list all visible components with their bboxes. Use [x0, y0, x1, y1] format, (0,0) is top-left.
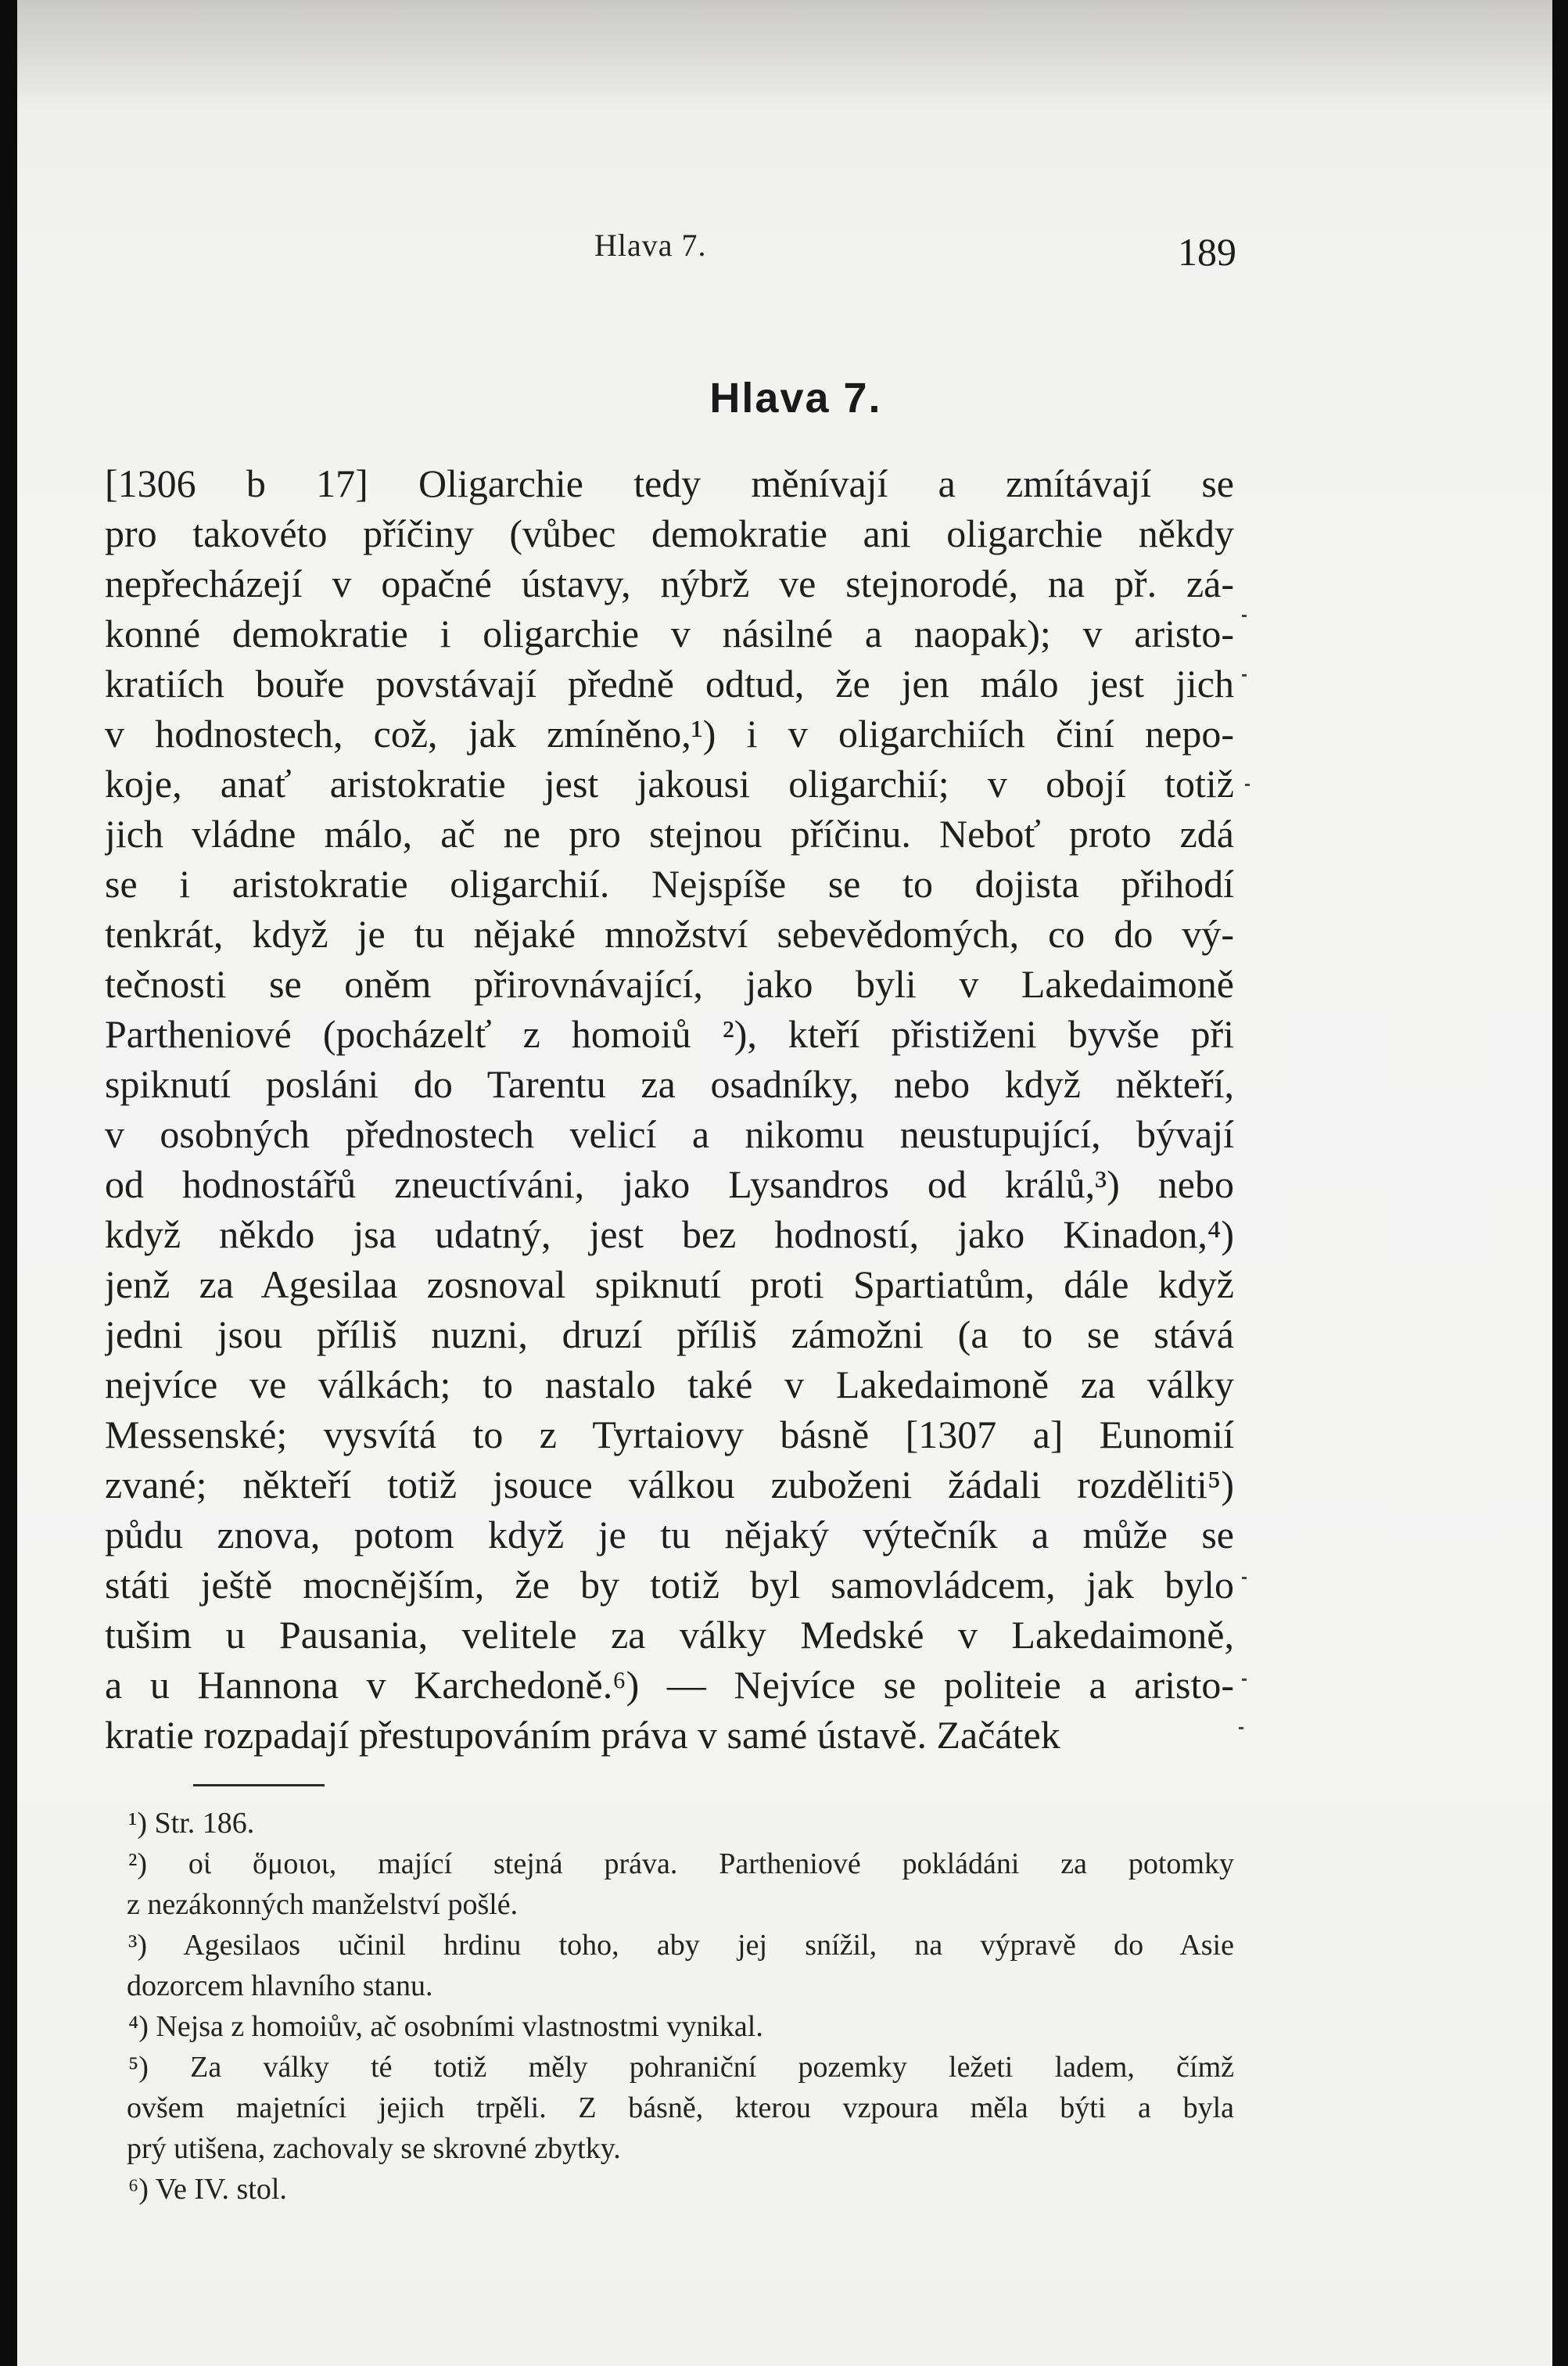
running-header: Hlava 7.	[594, 228, 707, 263]
margin-mark	[1242, 1577, 1247, 1579]
margin-mark	[1242, 674, 1247, 677]
body-text	[105, 458, 1234, 1760]
body-line: tušim u Pausania, velitele za války Medské v Lakedaimoně,	[105, 1613, 1234, 1657]
body-line: koje, anať aristokratie jest jakousi oligarchií; v obojí totiž	[105, 762, 1234, 806]
footnote-continuation: prý utišena, zachovaly se skrovné zbytky.	[127, 2132, 621, 2165]
footnote: ⁴) Nejsa z homoiův, ač osobními vlastnostmi vynikal.	[128, 2010, 763, 2043]
footnote-continuation: z nezákonných manželství pošlé.	[127, 1888, 518, 1921]
footnote-divider	[193, 1784, 325, 1786]
body-line: [1306 b 17] Oligarchie tedy měnívají a zmítávají se	[105, 461, 1234, 505]
footnote: ¹) Str. 186.	[128, 1807, 255, 1840]
body-line: když někdo jsa udatný, jest bez hodností, jako Kinadon,⁴)	[105, 1212, 1234, 1256]
footnote: ⁶) Ve IV. stol.	[128, 2173, 287, 2206]
book-page	[17, 0, 1552, 2366]
margin-mark	[1239, 1727, 1243, 1729]
footnote: ³) Agesilaos učinil hrdinu toho, aby jej snížil, na výpravě do Asie	[128, 1929, 1234, 1962]
margin-mark	[1245, 784, 1250, 786]
footnote: ⁵) Za války té totiž měly pohraniční pozemky ležeti ladem, čímž	[128, 2051, 1234, 2084]
footnote-continuation: ovšem majetníci jejich trpěli. Z básně, kterou vzpoura měla býti a byla	[127, 2091, 1234, 2124]
body-line: Messenské; vysvítá to z Tyrtaiovy básně [1307 a] Eunomií	[105, 1413, 1234, 1456]
footnote: ²) οἱ ὅμοιοι, mající stejná práva. Partheniové pokládáni za potomky	[128, 1847, 1234, 1880]
margin-mark	[1242, 615, 1247, 617]
body-line: nejvíce ve válkách; to nastalo také v Lakedaimoně za války	[105, 1363, 1234, 1406]
body-line: kratiích bouře povstávají předně odtud, že jen málo jest jich	[105, 662, 1234, 705]
body-line: Partheniové (pocházelť z homoiů ²), kteří přistiženi byvše při	[105, 1012, 1234, 1056]
footnote-continuation: dozorcem hlavního stanu.	[127, 1969, 433, 2002]
body-line: v osobných přednostech velicí a nikomu neustupující, bývají	[105, 1112, 1234, 1156]
body-line: jedni jsou příliš nuzni, druzí příliš zámožni (a to se stává	[105, 1312, 1234, 1356]
body-line: od hodnostářů zneuctíváni, jako Lysandros od králů,³) nebo	[105, 1162, 1234, 1206]
body-line: jenž za Agesilaa zosnoval spiknutí proti Spartiatům, dále když	[105, 1262, 1234, 1306]
body-line: tenkrát, když je tu nějaké množství sebevědomých, co do vý-	[105, 912, 1234, 956]
body-line: státi ještě mocnějším, že by totiž byl samovládcem, jak bylo	[105, 1563, 1234, 1607]
body-line: nepřecházejí v opačné ústavy, nýbrž ve stejnorodé, na př. zá-	[105, 562, 1234, 605]
body-line: konné demokratie i oligarchie v násilné a naopak); v aristo-	[105, 612, 1234, 655]
page-number: 189	[1178, 230, 1236, 274]
body-line: pro takovéto příčiny (vůbec demokratie ani oligarchie někdy	[105, 512, 1234, 555]
footnotes	[128, 1803, 1234, 2210]
body-line: zvané; někteří totiž jsouce válkou zuboženi žádali rozděliti⁵)	[105, 1463, 1234, 1506]
body-line: a u Hannona v Karchedoně.⁶) — Nejvíce se politeie a aristo-	[105, 1663, 1234, 1707]
body-line: kratie rozpadají přestupováním práva v samé ústavě. Začátek	[105, 1713, 1060, 1757]
body-line: jich vládne málo, ač ne pro stejnou příčinu. Neboť proto zdá	[105, 812, 1234, 856]
margin-mark	[1242, 1678, 1247, 1681]
body-line: v hodnostech, což, jak zmíněno,¹) i v oligarchiích činí nepo-	[105, 712, 1234, 756]
body-line: spiknutí posláni do Tarentu za osadníky, nebo když někteří,	[105, 1062, 1234, 1106]
chapter-title: Hlava 7.	[709, 375, 882, 422]
body-line: tečnosti se oněm přirovnávající, jako byli v Lakedaimoně	[105, 962, 1234, 1006]
body-line: se i aristokratie oligarchií. Nejspíše se to dojista přihodí	[105, 862, 1234, 906]
body-line: půdu znova, potom když je tu nějaký výtečník a může se	[105, 1513, 1234, 1556]
